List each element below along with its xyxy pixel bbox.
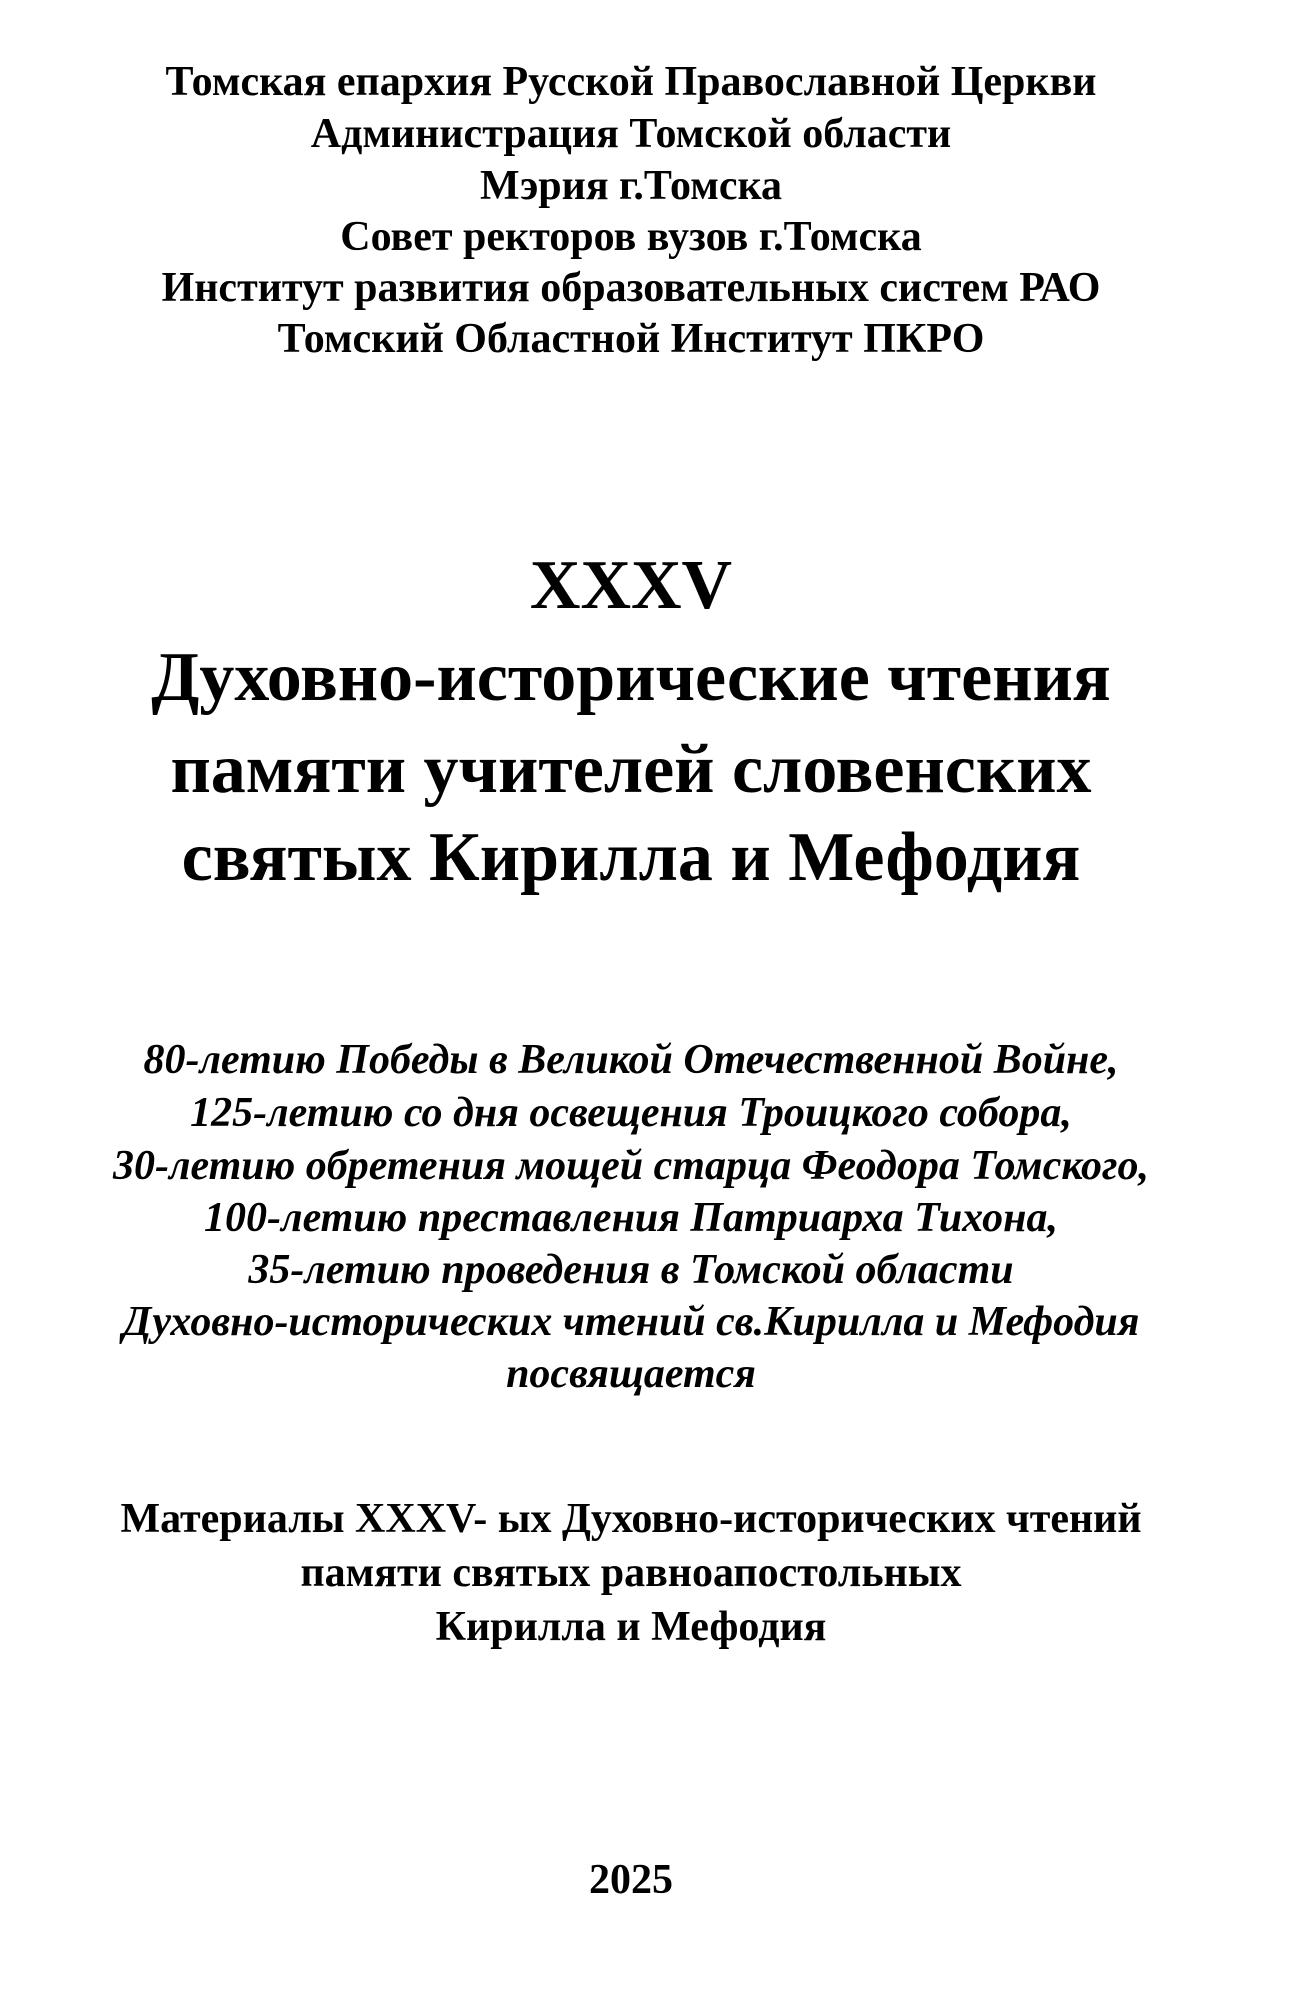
organization-line: Мэрия г.Томска	[479, 163, 783, 209]
dedication-line: 35-летию проведения в Томской области	[248, 1247, 1014, 1293]
organization-line: Совет ректоров вузов г.Томска	[340, 214, 922, 260]
organization-line: Институт развития образовательных систем РАО	[161, 265, 1101, 311]
dedication-line: посвящается	[506, 1351, 756, 1397]
materials-line: Кирилла и Мефодия	[435, 1604, 827, 1650]
title-line: святых Кирилла и Мефодия	[181, 819, 1081, 896]
dedication-line: Духовно-исторических чтений св.Кирилла и Мефодия	[122, 1299, 1140, 1345]
title-line: памяти учителей словенских	[170, 731, 1092, 808]
organization-line: Томская епархия Русской Православной Церкви	[165, 59, 1097, 105]
organization-line: Администрация Томской области	[310, 111, 952, 157]
publication-year: 2025	[589, 1857, 673, 1903]
materials-line: памяти святых равноапостольных	[300, 1550, 962, 1596]
dedication-line: 125-летию со дня освещения Троицкого собора,	[190, 1090, 1072, 1136]
materials-line: Материалы XXXV- ых Духовно-исторических чтений	[120, 1496, 1142, 1542]
organization-line: Томский Областной Институт ПКРО	[277, 316, 985, 362]
dedication-line: 80-летию Победы в Великой Отечественной Войне,	[143, 1037, 1119, 1083]
title-line: Духовно-исторические чтения	[151, 639, 1111, 716]
dedication-line: 30-летию обретения мощей старца Феодора Томского,	[112, 1143, 1150, 1189]
dedication-line: 100-летию преставления Патриарха Тихона,	[204, 1195, 1058, 1241]
title-numeral: XXXV	[529, 547, 733, 624]
